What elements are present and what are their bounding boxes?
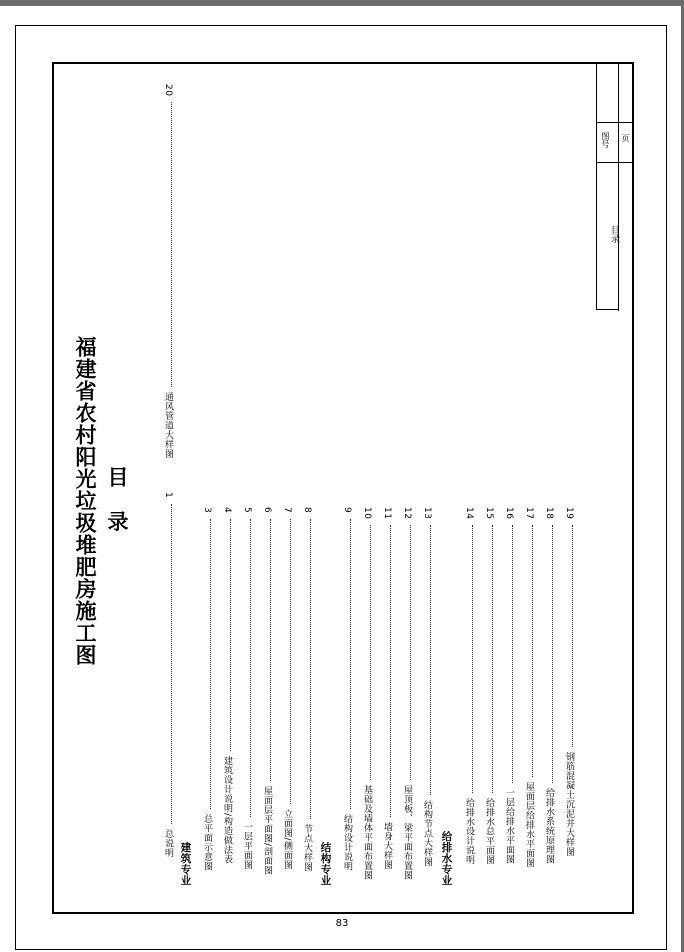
toc-entry[interactable] — [382, 507, 391, 870]
title-block-name: 目录 — [609, 225, 619, 243]
toc-entry[interactable] — [222, 507, 231, 864]
toc-entry[interactable] — [544, 507, 553, 864]
document-title: 福建省农村阳光垃圾堆肥房施工图 — [73, 336, 97, 666]
toc-entry-label: 基础及墙体平面布置图 — [362, 785, 372, 881]
toc-entry-page: 3 — [202, 507, 212, 514]
leader-dots — [250, 519, 251, 817]
toc-entry[interactable] — [242, 507, 251, 869]
leader-dots — [492, 525, 493, 793]
toc-entry-page: 15 — [484, 507, 494, 520]
drawing-no-label: 图号 — [601, 132, 610, 148]
toc-entry-label: 结构节点大样图 — [422, 800, 432, 867]
toc-entry-page: 7 — [282, 507, 292, 514]
toc-entry-page: 1 — [163, 492, 173, 499]
leader-dots — [572, 525, 573, 747]
toc-entry-label: 通风管道大样图 — [163, 392, 173, 459]
leader-dots — [210, 519, 211, 809]
leader-dots — [230, 519, 231, 751]
toc-heading: 目 录 — [105, 466, 129, 540]
leader-dots — [171, 102, 172, 387]
toc-entry-label: 墙身大样图 — [382, 822, 392, 870]
toc-entry-label: 结构设计说明 — [342, 813, 352, 871]
toc-entry[interactable] — [282, 507, 291, 870]
leader-dots — [270, 519, 271, 781]
toc-entry[interactable] — [422, 507, 431, 867]
toc-entry-page: 9 — [342, 507, 352, 514]
toc-entry[interactable] — [564, 507, 573, 857]
leader-dots — [552, 525, 553, 783]
toc-entry-page: 13 — [422, 507, 432, 520]
toc-entry[interactable] — [202, 507, 211, 871]
section-heading-plumbing: 给排水专业 — [440, 831, 453, 886]
title-block-divider-lower — [596, 162, 632, 163]
toc-entry-label: 立面图/侧面图 — [282, 808, 292, 870]
leader-dots — [370, 525, 371, 780]
toc-entry[interactable] — [163, 84, 172, 459]
toc-entry[interactable] — [524, 507, 533, 868]
toc-entry[interactable] — [163, 492, 172, 857]
title-block-divider — [596, 122, 632, 123]
toc-entry-label: 总平面示意图 — [202, 813, 212, 871]
leader-dots — [410, 525, 411, 780]
toc-entry[interactable] — [402, 507, 411, 880]
leader-dots — [472, 525, 473, 793]
toc-entry-label: 给排水设计说明 — [464, 798, 474, 865]
title-block-right-strip — [618, 64, 633, 311]
toc-entry-label: 节点大样图 — [302, 823, 312, 872]
toc-entry-label: 一层给排水平面图 — [504, 788, 514, 865]
leader-dots — [390, 525, 391, 817]
toc-entry-label: 给排水系统原理图 — [544, 788, 554, 865]
toc-entry-page: 8 — [302, 507, 312, 514]
toc-entry-label: 总说明 — [163, 828, 173, 858]
leader-dots — [171, 504, 172, 824]
toc-entry[interactable] — [362, 507, 371, 880]
toc-entry-page: 10 — [362, 507, 372, 520]
leader-dots — [310, 519, 311, 819]
toc-entry-page: 12 — [402, 507, 412, 520]
toc-entry-page: 11 — [382, 507, 392, 520]
toc-entry-page: 14 — [464, 507, 474, 520]
section-heading-structure: 结构专业 — [319, 842, 332, 886]
leader-dots — [512, 525, 513, 783]
page-number: 83 — [335, 918, 349, 929]
toc-entry-page: 17 — [524, 507, 534, 520]
toc-entry-page: 4 — [222, 507, 232, 514]
leader-dots — [350, 519, 351, 809]
toc-entry[interactable] — [302, 507, 311, 871]
toc-entry-label: 屋面层给排水平面图 — [524, 782, 534, 868]
toc-entry-label: 钢筋混凝土沉泥井大样图 — [564, 752, 574, 857]
title-block — [596, 64, 619, 310]
toc-entry-label: 建筑设计说明/构造做法表 — [222, 755, 232, 865]
toc-entry-label: 一层平面图 — [242, 821, 252, 870]
section-heading-architecture: 建筑专业 — [179, 842, 192, 886]
toc-entry-label: 屋面层平面图/剖面图 — [262, 785, 272, 876]
toc-entry-page: 20 — [163, 84, 173, 97]
leader-dots — [290, 519, 291, 804]
leader-dots — [532, 525, 533, 777]
toc-entry-page: 6 — [262, 507, 272, 514]
page-label: 页 — [621, 134, 630, 142]
toc-entry-label: 给排水总平面图 — [484, 798, 494, 865]
drawing-sheet — [0, 6, 681, 952]
title-block-divider-vertical — [618, 122, 619, 162]
toc-entry[interactable] — [262, 507, 271, 875]
toc-entry[interactable] — [484, 507, 493, 865]
toc-entry-page: 5 — [242, 507, 252, 514]
toc-entry[interactable] — [504, 507, 513, 864]
toc-entry-page: 19 — [564, 507, 574, 520]
toc-entry-page: 18 — [544, 507, 554, 520]
toc-entry[interactable] — [464, 507, 473, 865]
leader-dots — [430, 525, 431, 795]
toc-entry[interactable] — [342, 507, 351, 871]
toc-entry-page: 16 — [504, 507, 514, 520]
toc-entry-label: 屋顶板、梁平面布置图 — [402, 785, 412, 881]
